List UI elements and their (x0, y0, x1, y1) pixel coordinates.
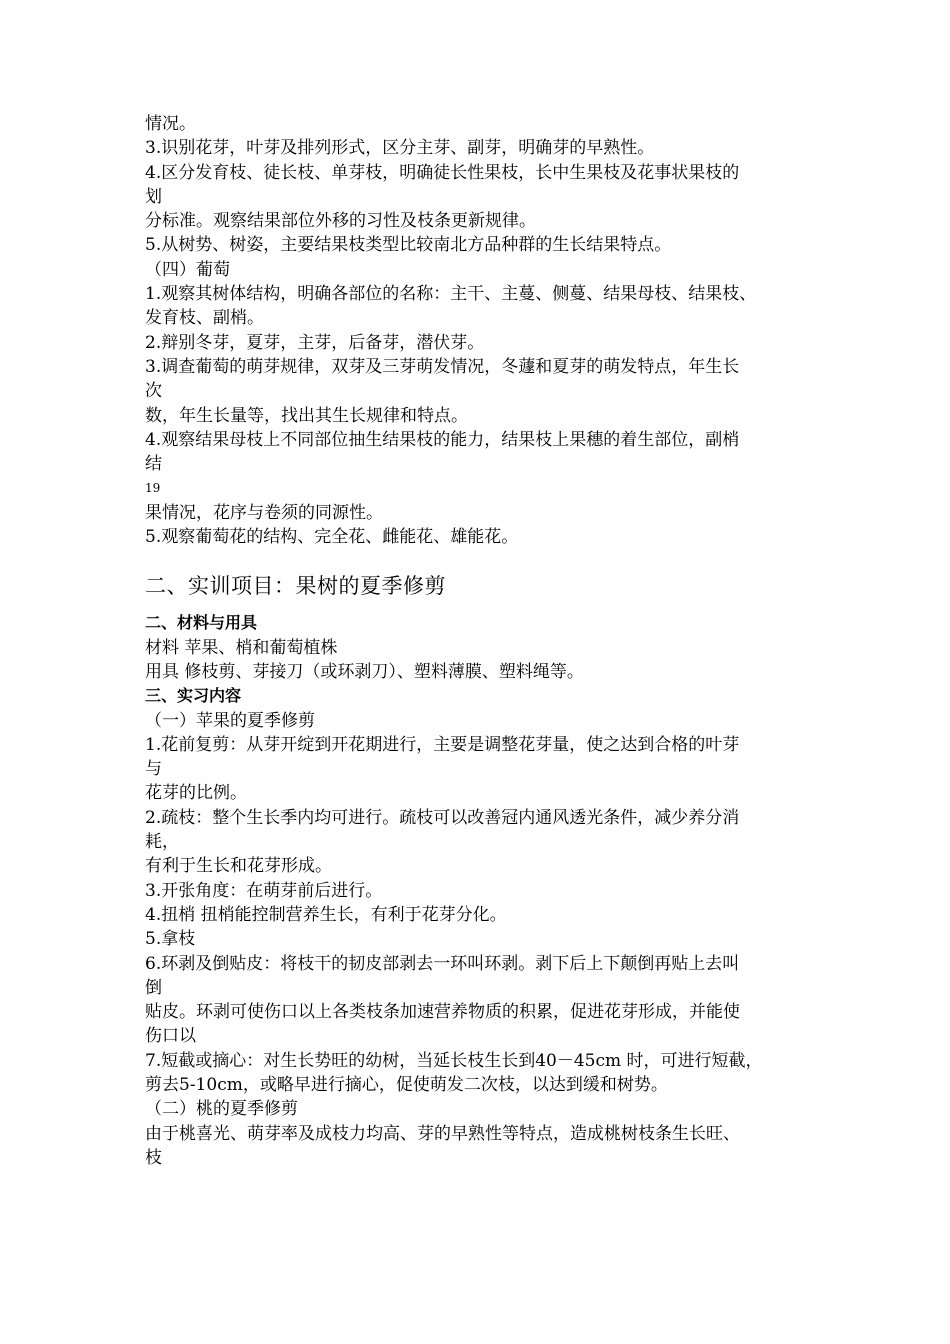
text-tail: 结 (145, 454, 162, 475)
text-line: 3.识别花芽，叶芽及排列形式，区分主芽、副芽，明确芽的早熟性。 (145, 138, 655, 159)
subheading-grape: （四）葡萄 (145, 259, 230, 280)
text-segment (145, 808, 739, 828)
text-line: 5.观察葡萄花的结构、完全花、雌能花、雄能花。 (145, 527, 519, 548)
text-line-wrap (145, 757, 815, 781)
spacer (145, 601, 815, 611)
text-line: 4.扭梢 扭梢能控制营养生长，有利于花芽分化。 (145, 904, 507, 925)
text-head: 6.环剥及倒贴皮：将枝干的韧皮部剥去一环叫环剥。剥下后上下颠倒再贴上去叫 (145, 953, 740, 974)
text-line-wrap (145, 379, 815, 403)
text-line: 情况。 (145, 114, 196, 134)
text-tail: 伤口以 (145, 1026, 196, 1047)
text-line: 7.短截或摘心：对生长势旺的幼树，当延长枝生长到40－45cm 时，可进行短截， (145, 1050, 763, 1071)
text-tail: 次 (145, 381, 162, 402)
text-segment (145, 1124, 740, 1144)
text-line-wrap (145, 1024, 815, 1048)
text-head: 1.花前复剪：从芽开绽到开花期进行，主要是调整花芽量，使之达到合格的叶芽 (145, 734, 740, 755)
text-segment (145, 1002, 740, 1022)
text-line: 材料 苹果、梢和葡萄植株 (145, 637, 338, 658)
text-line (145, 1122, 815, 1146)
text-line: 分标准。观察结果部位外移的习性及枝条更新规律。 (145, 211, 536, 232)
text-line: 花芽的比例。 (145, 783, 247, 804)
text-line: 5.从树势、树姿，主要结果枝类型比较南北方品种群的生长结果特点。 (145, 235, 672, 256)
text-tail: 与 (145, 759, 162, 780)
text-line: 剪去5-10cm，或略早进行摘心，促使萌发二次枝，以达到缓和树势。 (145, 1074, 668, 1095)
text-line (145, 952, 815, 976)
text-line: 数，年生长量等，找出其生长规律和特点。 (145, 405, 468, 426)
text-line (145, 1000, 815, 1024)
text-line: 3.开张角度：在萌芽前后进行。 (145, 880, 383, 901)
text-line-wrap (145, 185, 815, 209)
text-line-wrap (145, 976, 815, 1000)
text-line: 5.拿枝 (145, 929, 196, 950)
text-segment (145, 163, 739, 183)
subheading-apple: （一）苹果的夏季修剪 (145, 710, 315, 731)
text-line: 发育枝、副梢。 (145, 308, 264, 329)
text-line: 2.辩别冬芽，夏芽，主芽，后备芽，潜伏芽。 (145, 332, 485, 353)
text-tail: 枝 (145, 1147, 162, 1168)
text-line: 1.观察其树体结构，明确各部位的名称：主干、主蔓、侧蔓、结果母枝、结果枝、 (145, 284, 757, 305)
text-line-wrap (145, 452, 815, 476)
text-head: 贴皮。环剥可使伤口以上各类枝条加速营养物质的积累，促进花芽形成，并能使 (145, 1002, 740, 1023)
text-head: 2.疏枝：整个生长季内均可进行。疏枝可以改善冠内通风透光条件，减少养分消 (145, 807, 740, 828)
text-tail: 划 (145, 186, 162, 207)
text-segment (145, 430, 739, 450)
text-line: 有利于生长和花芽形成。 (145, 856, 332, 877)
text-line (145, 161, 815, 185)
text-line: 果情况，花序与卷须的同源性。 (145, 502, 383, 523)
document-page (145, 112, 815, 1170)
spacer (145, 549, 815, 571)
subheading-materials: 二、材料与用具 (145, 613, 258, 633)
text-line (145, 355, 815, 379)
text-segment (145, 357, 739, 377)
text-tail: 耗， (145, 832, 179, 853)
text-head: 3.调查葡萄的萌芽规律，双芽及三芽萌发情况，冬蘧和夏芽的萌发特点，年生长 (145, 356, 740, 377)
text-tail: 倒 (145, 977, 162, 998)
text-line-wrap (145, 830, 815, 854)
text-line (145, 806, 815, 830)
text-head: 4.观察结果母枝上不同部位抽生结果枝的能力，结果枝上果穗的着生部位，副梢 (145, 429, 740, 450)
text-segment (145, 735, 739, 755)
text-head: 4.区分发育枝、徒长枝、单芽枝，明确徒长性果枝，长中生果枝及花事状果枝的 (145, 162, 740, 183)
page-number: 19 (145, 481, 161, 496)
subheading-content: 三、实习内容 (145, 686, 242, 706)
text-line-wrap (145, 1146, 815, 1170)
text-head: 由于桃喜光、萌芽率及成枝力均高、芽的早熟性等特点，造成桃树枝条生长旺、 (145, 1123, 740, 1144)
section-title: 二、实训项目：果树的夏季修剪 (145, 574, 446, 599)
text-line: 用具 修枝剪、芽接刀（或环剥刀）、塑料薄膜、塑料绳等。 (145, 661, 584, 682)
text-line (145, 428, 815, 452)
subheading-peach: （二）桃的夏季修剪 (145, 1099, 298, 1120)
text-line (145, 733, 815, 757)
text-segment (145, 954, 739, 974)
